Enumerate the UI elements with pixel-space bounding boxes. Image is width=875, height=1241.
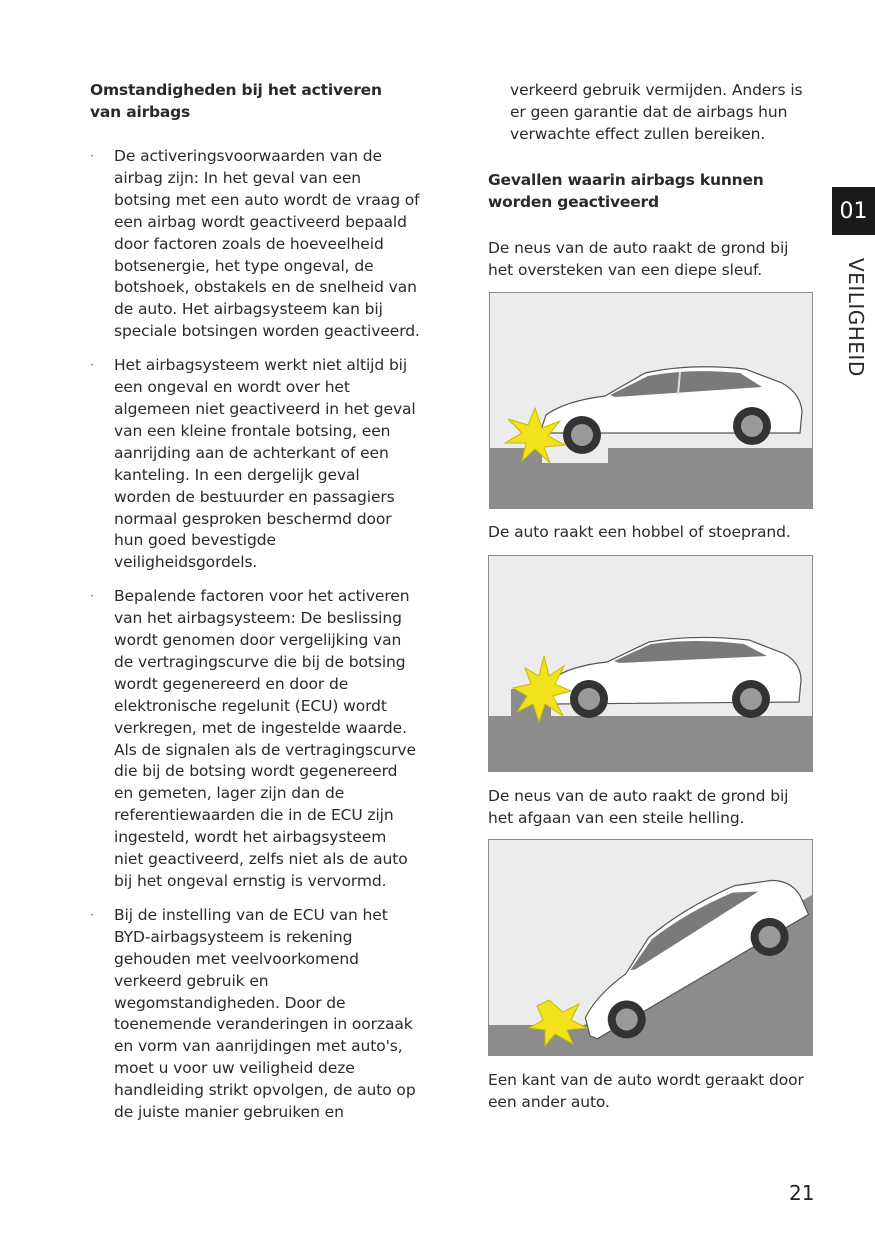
case-caption-ditch: De neus van de auto raakt de grond bij het oversteken van een diepe sleuf.: [488, 239, 789, 279]
section-heading-activation: Omstandigheden bij het activeren van airbags: [90, 81, 382, 121]
chapter-label: VEILIGHEID: [844, 258, 868, 377]
illustration-slope: [488, 839, 813, 1056]
activation-bullet-list: [90, 146, 420, 1136]
case-caption-side: Een kant van de auto wordt geraakt door een ander auto.: [488, 1071, 804, 1111]
bullet-item: · Het airbagsysteem werkt niet altijd bij een ongeval en wordt over het algemeen niet geactiveerd in het geval van een kleine frontale botsing, een aanrijding aan de achterkant of een kanteling. In een dergelijk geval worden de bestuurder en passagiers normaal gesproken beschermd door hun goed bevestigde veiligheidsgordels.: [90, 356, 416, 572]
page-number: 21: [789, 1181, 815, 1205]
illustration-curb: [488, 555, 813, 772]
case-caption-curb: De auto raakt een hobbel of stoeprand.: [488, 523, 791, 541]
illustration-ditch: [489, 292, 813, 509]
bullet-marker: ·: [90, 589, 94, 604]
continued-text: verkeerd gebruik vermijden. Anders is er geen garantie dat de airbags hun verwachte effect zullen bereiken.: [510, 81, 803, 143]
chapter-tab: 01: [832, 187, 875, 235]
section-heading-cases: Gevallen waarin airbags kunnen worden geactiveerd: [488, 171, 764, 211]
bullet-marker: ·: [90, 907, 94, 922]
bullet-item: · Bepalende factoren voor het activeren van het airbagsysteem: De beslissing wordt genomen door vergelijking van de vertragingscurve die bij de botsing wordt gegenereerd en door de elektronische regelunit (ECU) wordt verkregen, met de ingestelde waarde. Als de signalen als de vertragingscurve die bij de botsing wordt gegenereerd en gemeten, lager zijn dan de referentiewaarden die in de ECU zijn ingesteld, wordt het airbagsysteem niet geactiveerd, zelfs niet als de auto bij het ongeval ernstig is vervormd.: [90, 587, 416, 890]
bullet-marker: ·: [90, 358, 94, 373]
bullet-item: · De activeringsvoorwaarden van de airbag zijn: In het geval van een botsing met een auto wordt de vraag of een airbag wordt geactiveerd bepaald door factoren zoals de hoeveelheid botsenergie, het type ongeval, de botshoek, obstakels en de snelheid van de auto. Het airbagsysteem kan bij speciale botsingen worden geactiveerd.: [90, 147, 420, 341]
bullet-item: · Bij de instelling van de ECU van het BYD-airbagsysteem is rekening gehouden met veelvoorkomend verkeerd gebruik en wegomstandigheden. Door de toenemende veranderingen in oorzaak en vorm van aanrijdingen met auto's, moet u voor uw veiligheid deze handleiding strikt opvolgen, de auto op de juiste manier gebruiken en: [90, 905, 416, 1122]
case-caption-slope: De neus van de auto raakt de grond bij het afgaan van een steile helling.: [488, 787, 789, 827]
bullet-marker: ·: [90, 149, 94, 163]
